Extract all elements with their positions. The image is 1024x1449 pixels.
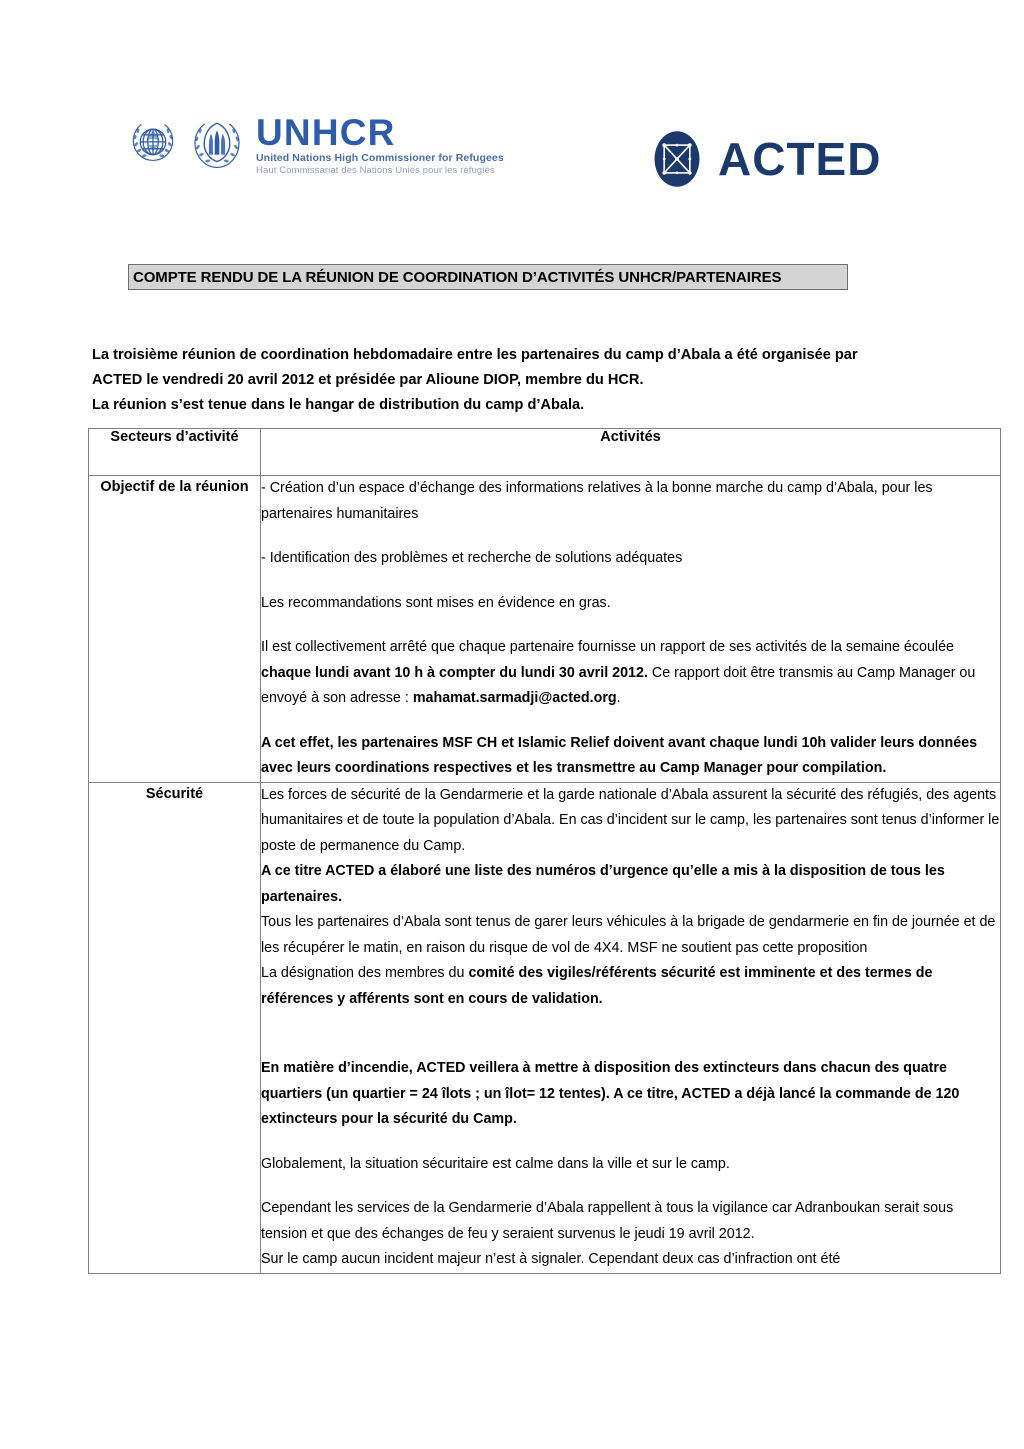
un-globe-emblem — [124, 114, 182, 172]
intro-paragraph — [92, 343, 972, 418]
document-title-banner — [128, 264, 848, 290]
securite-para-1: Les forces de sécurité de la Gendarmerie et la garde nationale d’Abala assurent la sécurité des réfugiés, des agents humanitaires et de toute la population d’Abala. En cas d’incident sur le camp, les partenaires sont tenus d’informer le poste de permanence du Camp. — [261, 786, 1000, 854]
intro-line-3: La réunion s’est tenue dans le hangar de distribution du camp d’Abala. — [92, 397, 585, 413]
unhcr-logo — [124, 114, 504, 175]
securite-para-3: Tous les partenaires d’Abala sont tenus de garer leurs véhicules à la brigade de gendarmerie en fin de journée et de les récupérer le matin, en raison du risque de vol de 4X4. MSF ne soutient pas cette proposition — [261, 914, 996, 956]
securite-para-5-bold: En matière d’incendie, ACTED veillera à mettre à disposition des extincteurs dans chacun des quatre quartiers (un quartier = 24 îlots ; un îlot= 12 tentes). A ce titre, ACTED a déjà lancé la commande de 120 extincteurs pour la sécurité du Camp. — [261, 1060, 960, 1127]
objectif-para-4-text-b: Ce rapport doit être transmis au Camp Manager ou envoyé à son adresse : — [261, 664, 976, 706]
objectif-para-1: - Création d’un espace d’échange des informations relatives à la bonne marche du camp d’Abala, pour les partenaires humanitaires — [261, 480, 933, 522]
logo-header-band — [0, 108, 1024, 218]
unhcr-wordmark — [256, 114, 504, 175]
unhcr-subtitle-en: United Nations High Commissioner for Refugees — [256, 152, 504, 164]
securite-para-8: Sur le camp aucun incident majeur n’est à signaler. Cependant deux cas d’infraction ont été — [261, 1251, 841, 1267]
activities-cell-securite — [261, 782, 1001, 1273]
sector-label-securite: Sécurité — [89, 782, 261, 1273]
acted-logo — [650, 128, 881, 190]
column-header-sector: Secteurs d’activité — [89, 429, 261, 476]
objectif-para-4-text-c: . — [616, 690, 621, 706]
intro-line-2: ACTED le vendredi 20 avril 2012 et présidée par Alioune DIOP, membre du HCR. — [92, 372, 644, 388]
sector-label-objectif: Objectif de la réunion — [89, 476, 261, 783]
securite-para-4-bold: comité des vigiles/référents sécurité est imminente et des termes de références y afférents sont en cours de validation. — [261, 965, 933, 1007]
objectif-para-4 — [261, 635, 1000, 712]
acted-circle-emblem — [650, 128, 704, 190]
activities-cell-objectif — [261, 476, 1001, 783]
table-row — [89, 782, 1001, 1273]
unhcr-name: UNHCR — [256, 112, 396, 153]
securite-para-7: Cependant les services de la Gendarmerie d’Abala rappellent à tous la vigilance car Adranboukan serait sous tension et que des échanges de feu y seraient survenus le jeudi 19 avril 2012. — [261, 1200, 954, 1242]
securite-para-2-bold: A ce titre ACTED a élaboré une liste des numéros d’urgence qu’elle a mis à la disposition de tous les partenaires. — [261, 863, 945, 905]
table-row — [89, 476, 1001, 783]
activities-table — [88, 428, 1001, 1274]
securite-para-2 — [261, 859, 1000, 910]
objectif-para-4-bold-email: mahamat.sarmadji@acted.org — [412, 690, 617, 706]
column-header-activities: Activités — [261, 429, 1001, 476]
acted-name: ACTED — [718, 133, 882, 185]
objectif-para-2: - Identification des problèmes et recherche de solutions adéquates — [261, 550, 683, 566]
objectif-para-5-bold: A cet effet, les partenaires MSF CH et Islamic Relief doivent avant chaque lundi 10h valider leurs données avec leurs coordinations respectives et les transmettre au Camp Manager pour compilation. — [261, 734, 978, 776]
objectif-para-4-text-a: Il est collectivement arrêté que chaque partenaire fournisse un rapport de ses activités de la semaine écoulée — [261, 639, 955, 655]
paragraph-spacer — [261, 1031, 1000, 1056]
securite-para-6: Globalement, la situation sécuritaire est calme dans la ville et sur le camp. — [261, 1155, 730, 1172]
securite-para-4 — [261, 961, 1000, 1012]
unhcr-subtitle-fr: Haut Commissariat des Nations Unies pour les réfugiés — [256, 164, 495, 176]
objectif-para-5 — [261, 731, 1000, 782]
securite-para-5 — [261, 1056, 1000, 1133]
intro-line-1: La troisième réunion de coordination hebdomadaire entre les partenaires du camp d’Abala a été organisée par — [92, 347, 858, 363]
unhcr-emblem-group — [124, 114, 248, 172]
objectif-para-4-bold-deadline: chaque lundi avant 10 h à compter du lundi 30 avril 2012. — [261, 664, 648, 681]
unhcr-hands-emblem — [186, 114, 248, 172]
objectif-para-3: Les recommandations sont mises en évidence en gras. — [261, 594, 611, 611]
table-header-row — [89, 429, 1001, 476]
securite-para-4-text: La désignation des membres du — [261, 965, 469, 981]
page-title: COMPTE RENDU DE LA RÉUNION DE COORDINATION D’ACTIVITÉS UNHCR/PARTENAIRES — [133, 268, 782, 286]
